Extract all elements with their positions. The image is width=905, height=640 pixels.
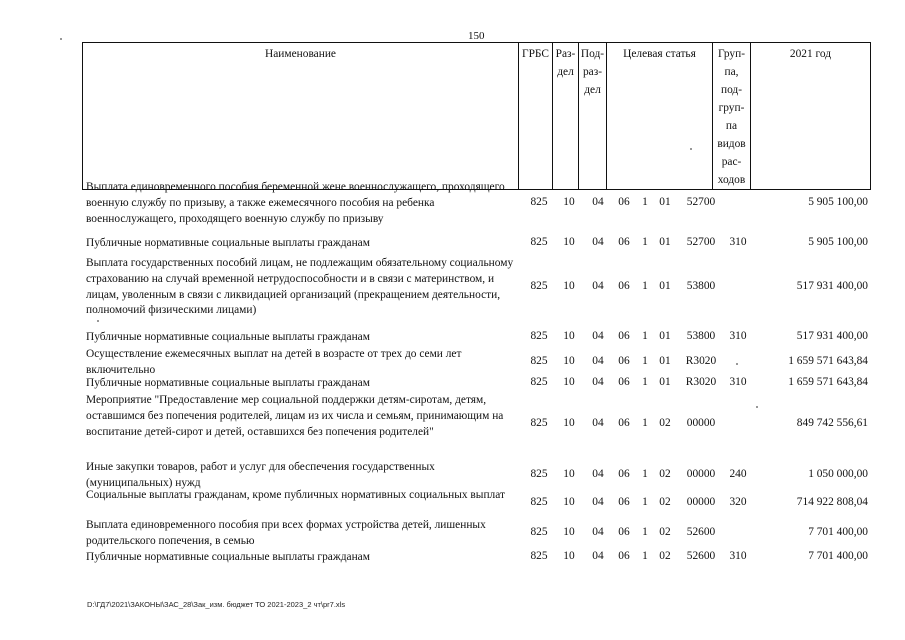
row-cs1: 06 bbox=[618, 236, 630, 248]
row-cs4: 00000 bbox=[686, 468, 716, 480]
scan-speck bbox=[97, 320, 99, 322]
row-cs3: 01 bbox=[659, 330, 671, 342]
table-row bbox=[86, 236, 876, 252]
scan-speck bbox=[736, 363, 738, 365]
row-grbs: 825 bbox=[530, 355, 548, 367]
row-cs1: 06 bbox=[618, 196, 630, 208]
row-rz: 10 bbox=[563, 280, 575, 292]
row-cs3: 02 bbox=[659, 526, 671, 538]
row-pr: 04 bbox=[592, 236, 604, 248]
row-name: Осуществление ежемесячных выплат на детей в возрасте от трех до семи лет включительно bbox=[86, 348, 462, 376]
row-grbs: 825 bbox=[530, 196, 548, 208]
table-row bbox=[86, 376, 876, 392]
row-cs4: 53800 bbox=[686, 280, 716, 292]
row-pr: 04 bbox=[592, 550, 604, 562]
row-cs4: 00000 bbox=[686, 496, 716, 508]
row-cs2: 1 bbox=[642, 496, 648, 508]
row-cs3: 01 bbox=[659, 355, 671, 367]
table-row bbox=[86, 393, 876, 457]
row-amount: 1 659 571 643,84 bbox=[788, 355, 868, 367]
row-rz: 10 bbox=[563, 468, 575, 480]
row-cs3: 02 bbox=[659, 496, 671, 508]
row-cs3: 02 bbox=[659, 550, 671, 562]
row-grbs: 825 bbox=[530, 468, 548, 480]
row-rz: 10 bbox=[563, 236, 575, 248]
row-cs2: 1 bbox=[642, 330, 648, 342]
row-vr: 310 bbox=[729, 330, 747, 342]
row-cs1: 06 bbox=[618, 330, 630, 342]
row-cs1: 06 bbox=[618, 526, 630, 538]
row-cs2: 1 bbox=[642, 550, 648, 562]
row-amount: 517 931 400,00 bbox=[796, 330, 868, 342]
row-pr: 04 bbox=[592, 376, 604, 388]
row-amount: 5 905 100,00 bbox=[808, 196, 868, 208]
row-rz: 10 bbox=[563, 355, 575, 367]
row-rz: 10 bbox=[563, 417, 575, 429]
row-cs4: R3020 bbox=[685, 376, 717, 388]
row-name: Мероприятие "Предоставление мер социальной поддержки детям-сиротам, детям, оставшимся без попечения родителей, лицам из их числа и семьям, принимающим на воспитание детей-сирот и детей, оставшихся без попечения родителей" bbox=[86, 394, 504, 438]
row-rz: 10 bbox=[563, 196, 575, 208]
row-amount: 714 922 808,04 bbox=[796, 496, 868, 508]
row-grbs: 825 bbox=[530, 496, 548, 508]
row-cs4: R3020 bbox=[685, 355, 717, 367]
row-cs3: 01 bbox=[659, 236, 671, 248]
file-path-footer: D:\ГД7\2021\ЗАКОНЫ\ЗАС_28\Зак_изм. бюджет ТО 2021-2023_2 чт\pr7.xls bbox=[87, 600, 346, 609]
row-cs1: 06 bbox=[618, 550, 630, 562]
row-cs2: 1 bbox=[642, 468, 648, 480]
header-name: Наименование bbox=[83, 43, 519, 190]
row-pr: 04 bbox=[592, 417, 604, 429]
row-pr: 04 bbox=[592, 468, 604, 480]
row-pr: 04 bbox=[592, 280, 604, 292]
row-cs2: 1 bbox=[642, 526, 648, 538]
row-pr: 04 bbox=[592, 355, 604, 367]
row-cs2: 1 bbox=[642, 355, 648, 367]
table-row bbox=[86, 518, 876, 550]
row-cs1: 06 bbox=[618, 417, 630, 429]
row-name: Выплата единовременного пособия беременной жене военнослужащего, проходящего военную службу по призыву, а также ежемесячного пособия на ребенка военнослужащего, проходящего военную службу по призыву bbox=[86, 181, 505, 225]
header-year: 2021 год bbox=[751, 43, 871, 190]
header-razdel: Раз- дел bbox=[553, 43, 579, 190]
row-amount: 5 905 100,00 bbox=[808, 236, 868, 248]
row-name: Публичные нормативные социальные выплаты гражданам bbox=[86, 331, 370, 343]
row-pr: 04 bbox=[592, 496, 604, 508]
row-grbs: 825 bbox=[530, 330, 548, 342]
row-amount: 1 050 000,00 bbox=[808, 468, 868, 480]
table-row bbox=[86, 550, 876, 566]
row-cs4: 52700 bbox=[686, 196, 716, 208]
table-row bbox=[86, 488, 876, 520]
row-cs3: 01 bbox=[659, 280, 671, 292]
row-vr: 310 bbox=[729, 376, 747, 388]
scan-speck bbox=[690, 148, 692, 150]
row-cs1: 06 bbox=[618, 355, 630, 367]
table-row bbox=[86, 347, 876, 379]
row-vr: 310 bbox=[729, 236, 747, 248]
row-grbs: 825 bbox=[530, 550, 548, 562]
row-name: Выплата единовременного пособия при всех формах устройства детей, лишенных родительского попечения, в семью bbox=[86, 519, 486, 547]
row-pr: 04 bbox=[592, 526, 604, 538]
row-name: Иные закупки товаров, работ и услуг для обеспечения государственных (муниципальных) нужд bbox=[86, 461, 435, 489]
header-gruppa-vidov-rashodov: Груп- па, под- груп- па видов рас- ходов bbox=[713, 43, 751, 190]
table-row bbox=[86, 330, 876, 346]
page-number: 150 bbox=[468, 30, 485, 42]
row-name: Публичные нормативные социальные выплаты гражданам bbox=[86, 377, 370, 389]
row-cs1: 06 bbox=[618, 280, 630, 292]
row-amount: 517 931 400,00 bbox=[796, 280, 868, 292]
row-cs3: 02 bbox=[659, 417, 671, 429]
row-cs4: 00000 bbox=[686, 417, 716, 429]
row-cs4: 53800 bbox=[686, 330, 716, 342]
row-grbs: 825 bbox=[530, 236, 548, 248]
row-grbs: 825 bbox=[530, 280, 548, 292]
row-rz: 10 bbox=[563, 550, 575, 562]
row-cs3: 01 bbox=[659, 196, 671, 208]
row-cs4: 52600 bbox=[686, 526, 716, 538]
scan-speck bbox=[756, 406, 758, 408]
row-pr: 04 bbox=[592, 196, 604, 208]
header-celevaya-statya: Целевая статья bbox=[607, 43, 713, 190]
row-name: Социальные выплаты гражданам, кроме публичных нормативных социальных выплат bbox=[86, 489, 505, 501]
row-grbs: 825 bbox=[530, 526, 548, 538]
row-rz: 10 bbox=[563, 496, 575, 508]
row-amount: 849 742 556,61 bbox=[796, 417, 868, 429]
header-grbs: ГРБС bbox=[519, 43, 553, 190]
row-vr: 240 bbox=[729, 468, 747, 480]
table-header bbox=[82, 42, 871, 190]
row-cs4: 52700 bbox=[686, 236, 716, 248]
row-vr: 320 bbox=[729, 496, 747, 508]
row-name: Публичные нормативные социальные выплаты гражданам bbox=[86, 551, 370, 563]
row-rz: 10 bbox=[563, 330, 575, 342]
row-grbs: 825 bbox=[530, 376, 548, 388]
table-row bbox=[86, 180, 876, 228]
row-amount: 7 701 400,00 bbox=[808, 550, 868, 562]
row-cs2: 1 bbox=[642, 280, 648, 292]
row-cs2: 1 bbox=[642, 196, 648, 208]
row-cs2: 1 bbox=[642, 236, 648, 248]
row-vr: 310 bbox=[729, 550, 747, 562]
row-rz: 10 bbox=[563, 376, 575, 388]
row-amount: 1 659 571 643,84 bbox=[788, 376, 868, 388]
header-podrazdel: Под- раз- дел bbox=[579, 43, 607, 190]
row-rz: 10 bbox=[563, 526, 575, 538]
row-amount: 7 701 400,00 bbox=[808, 526, 868, 538]
row-grbs: 825 bbox=[530, 417, 548, 429]
row-cs2: 1 bbox=[642, 376, 648, 388]
scan-speck bbox=[60, 38, 62, 40]
row-name: Публичные нормативные социальные выплаты гражданам bbox=[86, 237, 370, 249]
table-row bbox=[86, 256, 876, 320]
row-cs1: 06 bbox=[618, 376, 630, 388]
row-cs4: 52600 bbox=[686, 550, 716, 562]
row-cs1: 06 bbox=[618, 468, 630, 480]
row-cs2: 1 bbox=[642, 417, 648, 429]
row-cs1: 06 bbox=[618, 496, 630, 508]
row-pr: 04 bbox=[592, 330, 604, 342]
row-cs3: 01 bbox=[659, 376, 671, 388]
row-cs3: 02 bbox=[659, 468, 671, 480]
row-name: Выплата государственных пособий лицам, не подлежащим обязательному социальному страхованию на случай временной нетрудоспособности и в связи с материнством, и лицам, уволенным в связи с ликвидацией организаций (прекращением деятельности, полномочий физическими лицами) bbox=[86, 257, 514, 317]
